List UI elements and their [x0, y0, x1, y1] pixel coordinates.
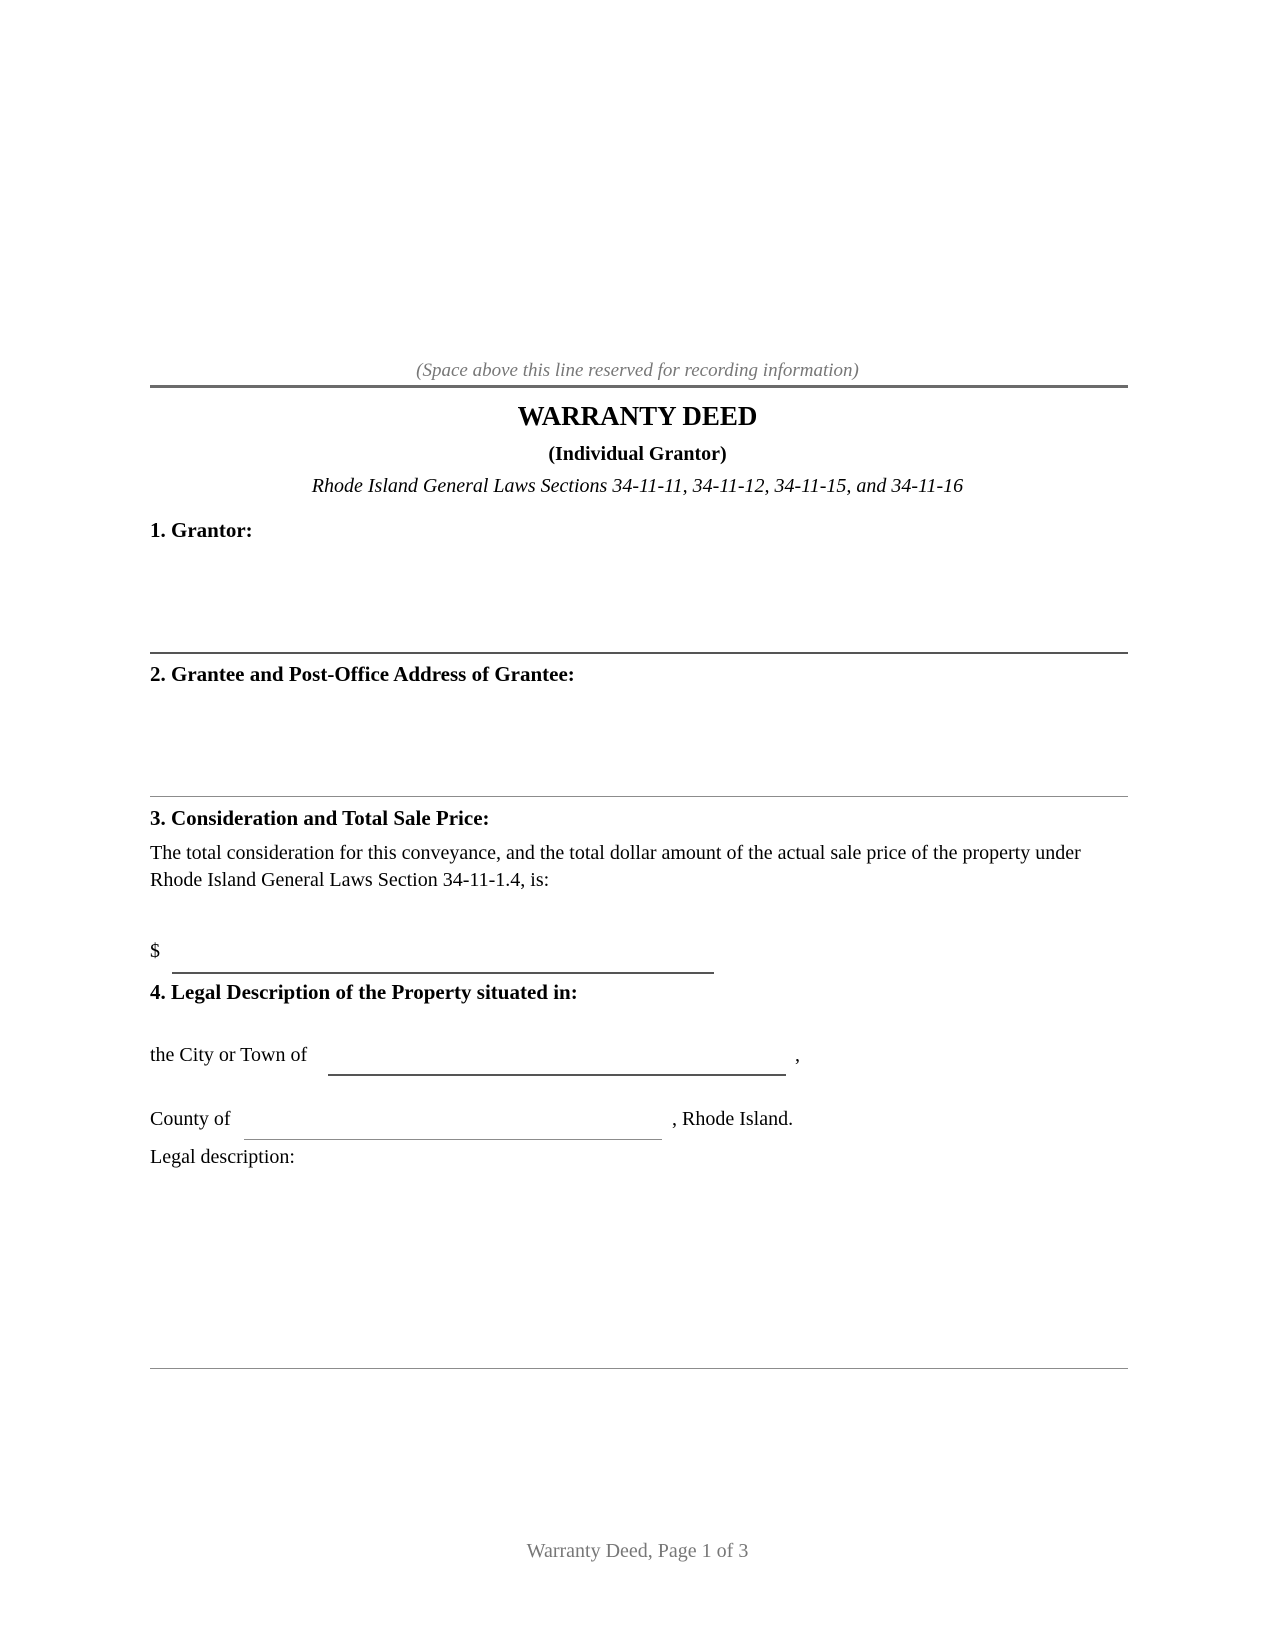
city-label: the City or Town of	[150, 1044, 308, 1066]
grantor-field-line[interactable]	[150, 652, 1128, 654]
grantee-field-line[interactable]	[150, 796, 1128, 797]
county-label: County of	[150, 1108, 231, 1130]
city-field[interactable]	[328, 1042, 784, 1069]
consideration-heading: 3. Consideration and Total Sale Price:	[150, 806, 490, 830]
page-footer: Warranty Deed, Page 1 of 3	[526, 1540, 749, 1562]
property-heading: 4. Legal Description of the Property situated in:	[150, 980, 578, 1004]
sale-price-field[interactable]	[172, 938, 712, 965]
sale-price-line	[172, 972, 714, 974]
grantee-heading: 2. Grantee and Post-Office Address of Grantee:	[150, 662, 575, 686]
consideration-text-line-1: The total consideration for this conveyance, and the total dollar amount of the actual sale price of the property under	[150, 842, 1081, 864]
county-field-line	[244, 1139, 662, 1140]
consideration-text-line-2: Rhode Island General Laws Section 34-11-1.4, is:	[150, 869, 550, 891]
recording-divider	[150, 385, 1128, 388]
statute-reference: Rhode Island General Laws Sections 34-11-11, 34-11-12, 34-11-15, and 34-11-16	[311, 475, 964, 497]
document-subtitle: (Individual Grantor)	[548, 443, 727, 465]
city-field-line	[328, 1074, 786, 1076]
grantor-heading: 1. Grantor:	[150, 518, 253, 542]
city-suffix: ,	[795, 1044, 800, 1066]
recording-space-note: (Space above this line reserved for recording information)	[416, 360, 859, 381]
legal-description-label: Legal description:	[150, 1146, 295, 1168]
dollar-sign: $	[150, 940, 160, 962]
document-title: WARRANTY DEED	[517, 401, 758, 431]
county-suffix: , Rhode Island.	[672, 1108, 794, 1130]
legal-description-field-line[interactable]	[150, 1368, 1128, 1369]
county-field[interactable]	[244, 1106, 660, 1133]
